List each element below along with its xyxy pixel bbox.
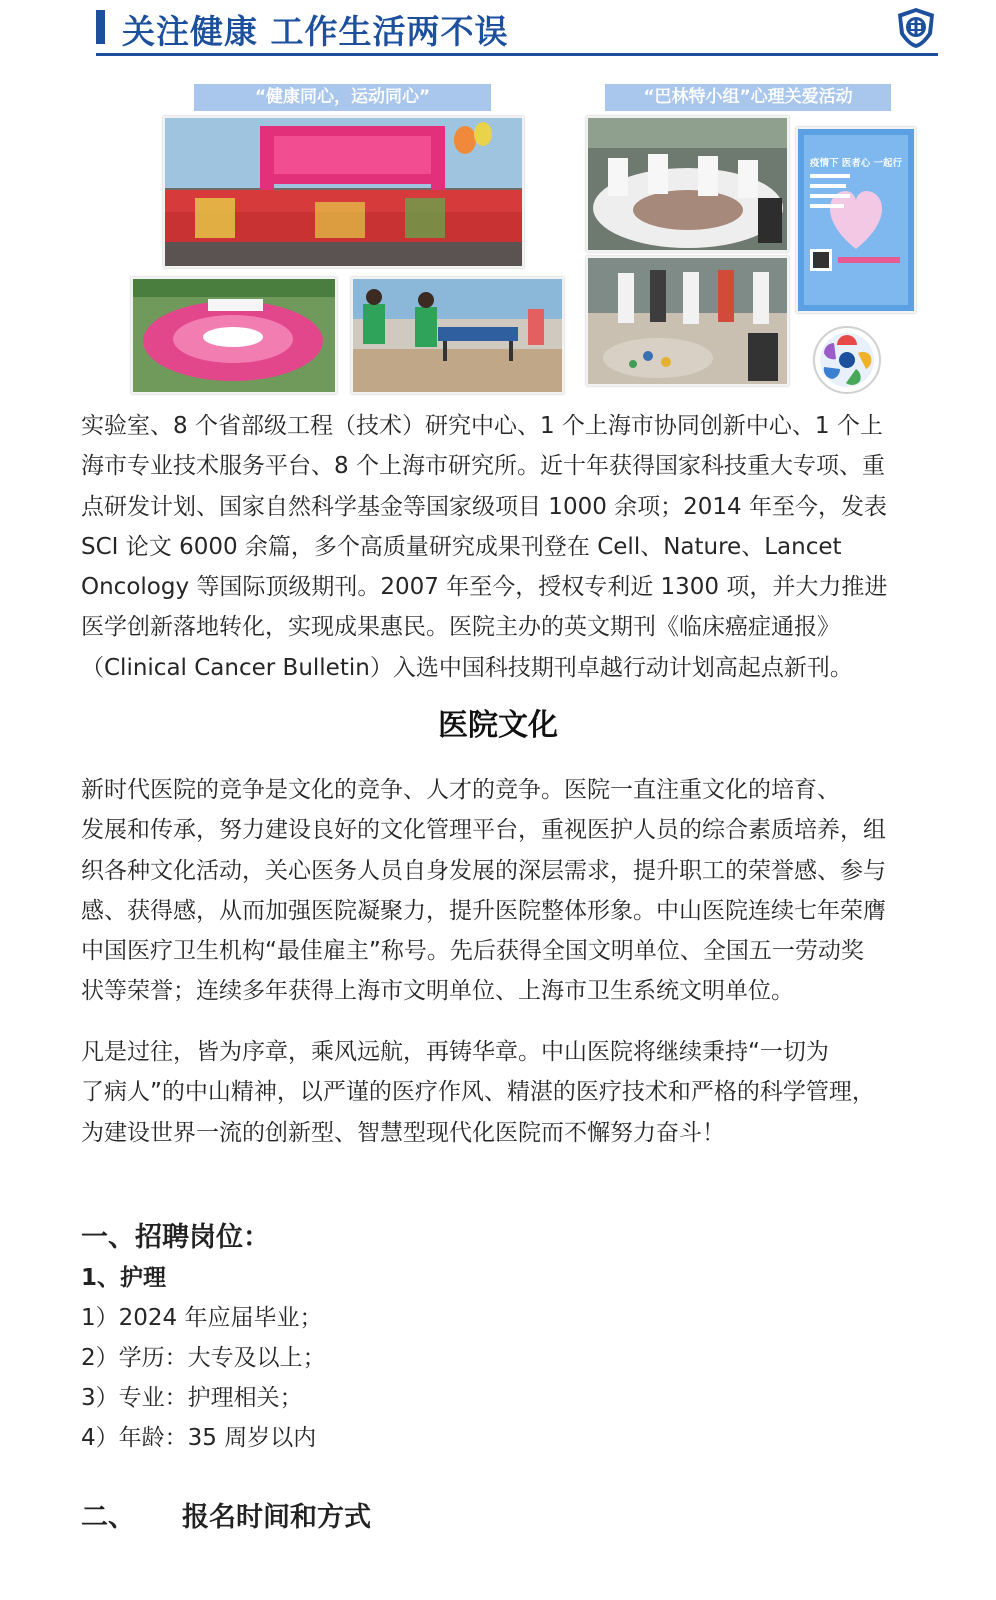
page-title: 关注健康 工作生活两不误: [122, 12, 509, 51]
requirement-item: 1）2024 年应届毕业；: [81, 1305, 323, 1331]
position-title: 1、护理: [81, 1265, 167, 1291]
marathon-group-photo: [163, 116, 524, 268]
collage-caption-left: “健康同心，运动同心”: [194, 84, 491, 111]
hospital-logo-icon: [894, 6, 938, 50]
registration-section-title: 二、 报名时间和方式: [81, 1502, 371, 1533]
balint-group-logo-icon: [812, 325, 882, 395]
header-accent-bar: [96, 10, 105, 44]
table-tennis-photo: [351, 277, 564, 394]
culture-paragraph-1: 新时代医院的竞争是文化的竞争、人才的竞争。医院一直注重文化的培育、 发展和传承，努力建设良好的文化管理平台，重视医护人员的综合素质培养，组 织各种文化活动，关心医务人员自身发展的深层需求，提升职工的荣誉感、参与 感、获得感，从而加强医院凝聚力，提升医院整体形象。中山医院连续七年荣膺 中国医疗卫生机构“最佳雇主”称号。先后获得全国文明单位、全国五一劳动奖 状等荣誉；连续多年获得上海市文明单位、上海市卫生系统文明单位。: [81, 777, 886, 1005]
recruitment-section-title: 一、招聘岗位：: [81, 1222, 270, 1253]
poster-heading: 疫情下 医者心 一起行: [809, 158, 903, 169]
page-header: [96, 6, 936, 54]
culture-paragraph-2: 凡是过往，皆为序章，乘风远航，再铸华章。中山医院将继续秉持“一切为 了病人”的中山精神，以严谨的医疗作风、精湛的医疗技术和严格的科学管理， 为建设世界一流的创新型、智慧型现代化医院而不懈努力奋斗！: [81, 1039, 875, 1146]
culture-section-title: 医院文化: [438, 708, 558, 743]
requirement-item: 4）年龄：35 周岁以内: [81, 1425, 317, 1451]
heart-activity-photo: [586, 256, 789, 386]
balint-group-photo: [586, 116, 789, 252]
activity-poster: [796, 127, 916, 313]
header-divider: [96, 53, 938, 56]
intro-paragraph: 实验室、8 个省部级工程（技术）研究中心、1 个上海市协同创新中心、1 个上 海市专业技术服务平台、8 个上海市研究所。近十年获得国家科技重大专项、重 点研发计划、国家自然科学基金等国家级项目 1000 余项；2014 年至今，发表 SCI 论文 6000 余篇，多个高质量研究成果刊登在 Cell、Nature、Lancet Oncology 等国际顶级期刊。2007 年至今，授权专利近 1300 项，并大力推进 医学创新落地转化，实现成果惠民。医院主办的英文期刊《临床癌症通报》 （Clinical Cancer Bulletin）入选中国科技期刊卓越行动计划高起点新刊。: [81, 413, 888, 681]
requirement-item: 2）学历：大专及以上；: [81, 1345, 326, 1371]
crowd-formation-photo: [131, 277, 337, 394]
collage-caption-right: “巴林特小组”心理关爱活动: [605, 84, 891, 111]
requirement-item: 3）专业：护理相关；: [81, 1385, 303, 1411]
